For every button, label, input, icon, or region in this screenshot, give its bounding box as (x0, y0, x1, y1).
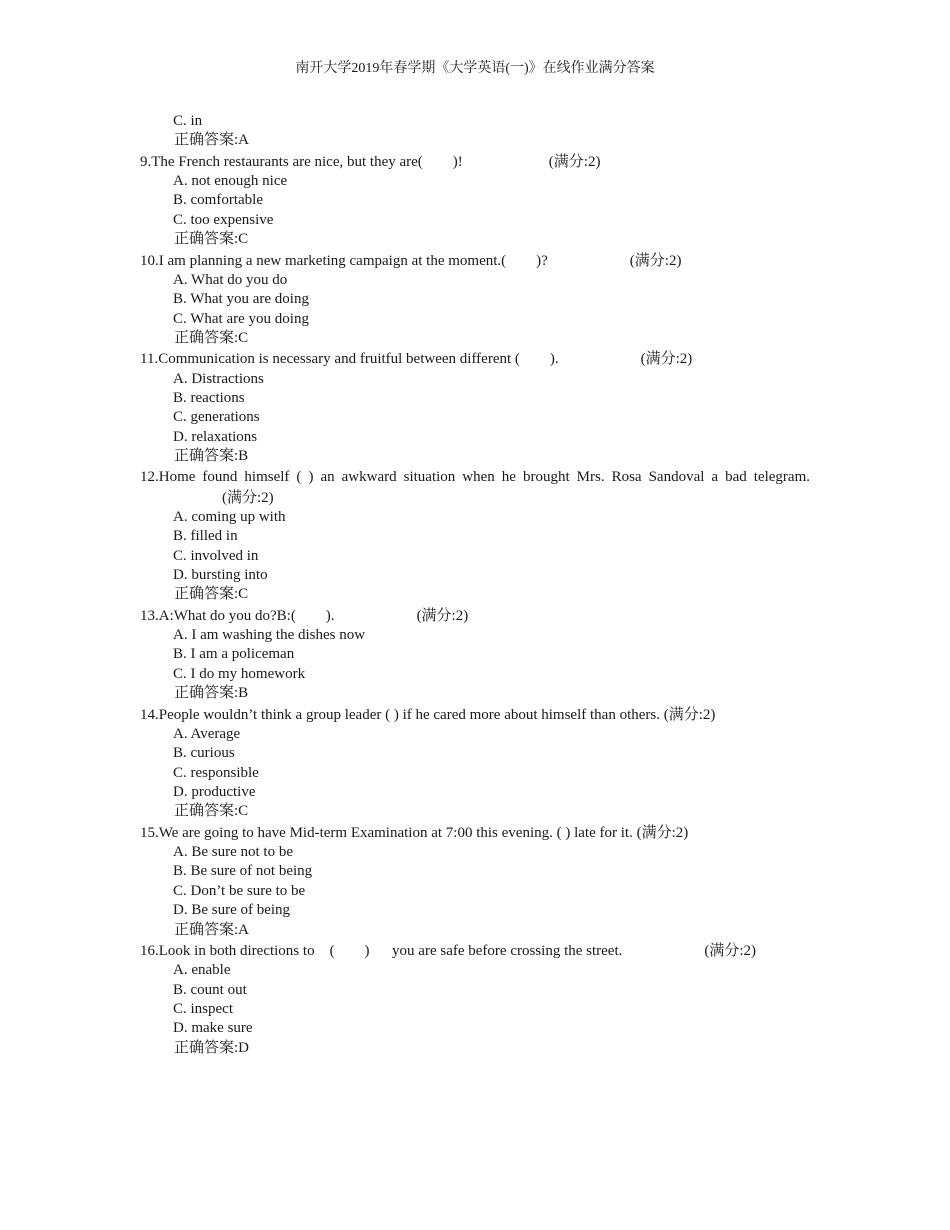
header-title: 南开大学2019年春学期《大学英语(一)》在线作业满分答案 (295, 61, 655, 76)
score-label: (满分:2) (704, 942, 757, 959)
question-text: 11.Communication is necessary and fruitful between different ( ). (满分:2) (140, 349, 810, 369)
question-text: 13.A:What do you do?B:( ). (满分:2) (140, 606, 810, 626)
option: C. responsible (173, 764, 259, 781)
document-body (140, 112, 810, 1058)
correct-answer: 正确答案:A (174, 132, 250, 149)
score-label: (满分:2) (629, 252, 682, 269)
question-15 (140, 823, 810, 940)
question-16 (140, 941, 810, 1058)
option: C. involved in (173, 547, 259, 564)
question-11 (140, 349, 810, 466)
score-label: (满分:2) (636, 824, 689, 841)
option: D. Be sure of being (173, 902, 291, 919)
option: D. bursting into (173, 567, 268, 584)
question-text: 10.I am planning a new marketing campaign at the moment.( )? (满分:2) (140, 251, 810, 271)
correct-answer: 正确答案:C (174, 803, 249, 820)
correct-answer: 正确答案:B (174, 685, 249, 702)
option: B. count out (173, 981, 247, 998)
option: B. filled in (173, 528, 238, 545)
option: B. I am a policeman (173, 646, 295, 663)
question-9 (140, 152, 810, 250)
score-label: (满分:2) (222, 489, 274, 506)
option: A. coming up with (173, 508, 286, 525)
option: A. Be sure not to be (173, 843, 293, 860)
option: C. generations (173, 409, 260, 426)
option: C. Don’t be sure to be (173, 882, 306, 899)
option: A. enable (173, 962, 231, 979)
option: B. comfortable (173, 192, 263, 209)
question-13 (140, 606, 810, 704)
option: D. make sure (173, 1020, 253, 1037)
question-text: 16.Look in both directions to ( ) you are safe before crossing the street. (满分:2) (140, 941, 810, 961)
option: C. inspect (173, 1000, 233, 1017)
question-text: 9.The French restaurants are nice, but they are( )! (满分:2) (140, 152, 810, 172)
option: A. not enough nice (173, 172, 288, 189)
option: A. Average (173, 725, 241, 742)
score-label: (满分:2) (548, 153, 601, 170)
correct-answer: 正确答案:C (174, 586, 249, 603)
question-12 (140, 467, 810, 604)
score-label: (满分:2) (416, 607, 469, 624)
page-header (0, 60, 950, 78)
option: A. I am washing the dishes now (173, 627, 366, 644)
option: C. too expensive (173, 211, 274, 228)
option: C. What are you doing (173, 310, 309, 327)
correct-answer: 正确答案:A (174, 921, 250, 938)
option: B. What you are doing (173, 291, 309, 308)
correct-answer: 正确答案:C (174, 231, 249, 248)
correct-answer: 正确答案:C (174, 329, 249, 346)
score-label: (满分:2) (663, 706, 716, 723)
option: D. productive (173, 783, 256, 800)
score-label: (满分:2) (640, 351, 693, 368)
correct-answer: 正确答案:D (174, 1039, 250, 1056)
correct-answer: 正确答案:B (174, 448, 249, 465)
question-text: 14.People wouldn’t think a group leader ( ) if he cared more about himself than others. (满分:2) (140, 705, 810, 725)
question-10 (140, 251, 810, 349)
question-14 (140, 705, 810, 822)
option: D. relaxations (173, 428, 258, 445)
question-text: 15.We are going to have Mid-term Examination at 7:00 this evening. ( ) late for it. (满分:2) (140, 824, 689, 841)
option: C. in (173, 113, 203, 129)
question-text: 12.Home found himself ( ) an awkward situation when he brought Mrs. Rosa Sandoval a bad telegram.(满分:2) (140, 467, 810, 507)
option: A. What do you do (173, 271, 288, 288)
option: C. I do my homework (173, 665, 306, 682)
option: A. Distractions (173, 370, 264, 387)
option: B. curious (173, 745, 235, 762)
option: B. reactions (173, 389, 245, 406)
option: B. Be sure of not being (173, 863, 313, 880)
